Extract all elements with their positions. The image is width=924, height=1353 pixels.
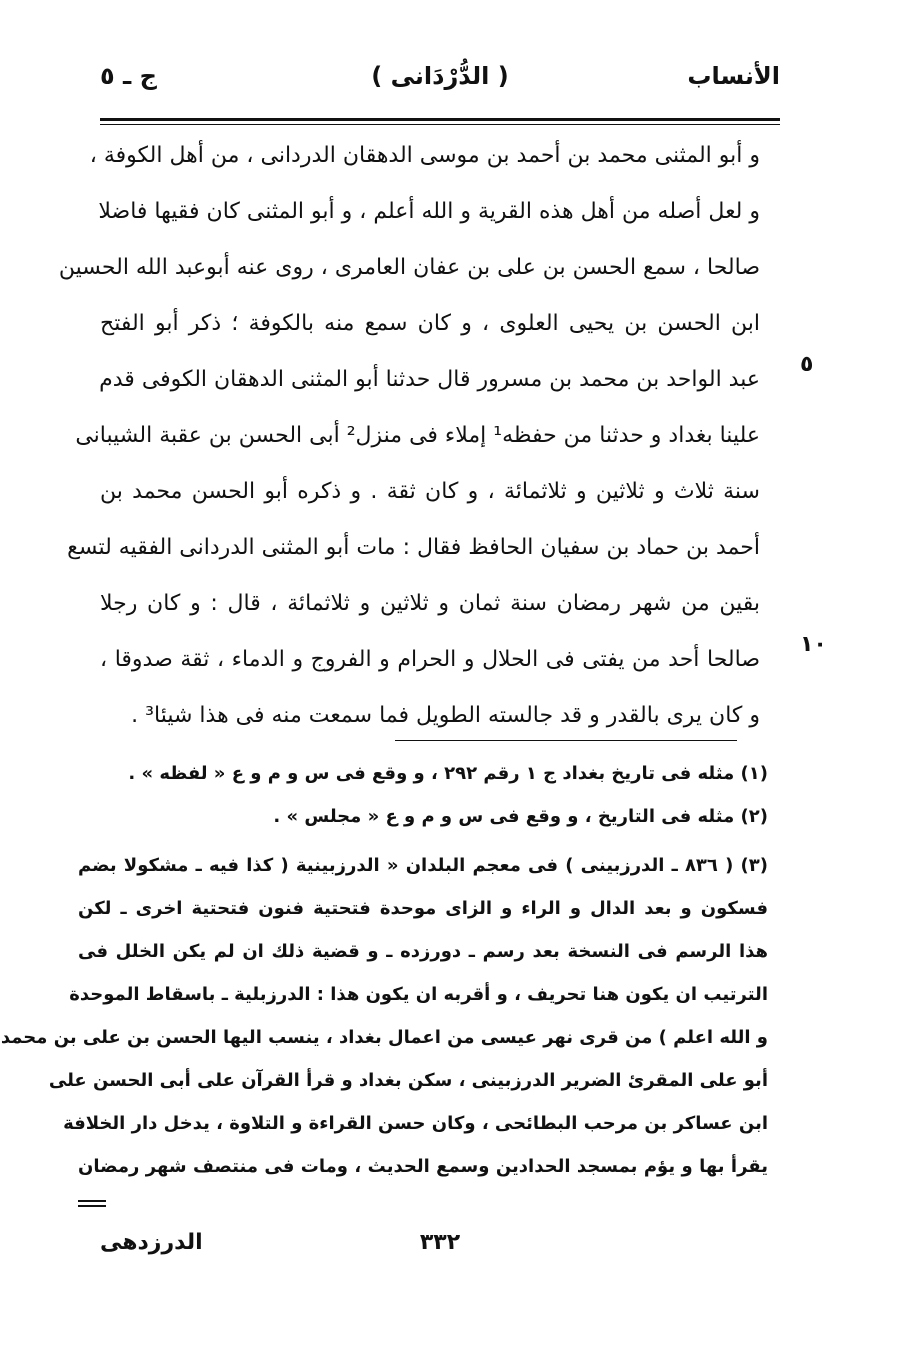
footnote-3-line: ابن عساكر بن مرحب البطائحى ، وكان حسن القراءة و التلاوة ، يدخل دار الخلافة [63,1113,768,1134]
footnotes [0,752,768,1188]
text-line: و أبو المثنى محمد بن أحمد بن موسى الدهقان الدردانى ، من أهل الكوفة ، [89,143,760,168]
footnote-rule [395,740,737,741]
text-line: صالحا ، سمع الحسن بن على بن عفان العامرى ، روى عنه أبوعبد الله الحسين [58,255,760,280]
volume-number: ج ـ ٥ [100,62,157,90]
page-footer [100,1230,780,1270]
line-number-5: ٥ [800,352,814,377]
header-rule-thin [100,124,780,125]
text-line: ابن الحسن بن يحيى العلوى ، و كان سمع منه بالكوفة ؛ ذكر أبو الفتح [100,311,760,336]
footnote-2: (٢) مثله فى التاريخ ، و وقع فى س و م و ع « مجلس » . [273,806,768,827]
text-line: عبد الواحد بن محمد بن مسرور قال حدثنا أبو المثنى الدهقان الكوفى قدم [99,367,760,392]
text-line: و لعل أصله من أهل هذه القرية و الله أعلم ، و أبو المثنى كان فقيها فاضلا [98,199,760,224]
footnote-1: (١) مثله فى تاريخ بغداد ج ١ رقم ٢٩٢ ، و وقع فى س و م و ع « لفظه » . [128,763,768,784]
text-line: صالحا أحد من يفتى فى الحلال و الحرام و الفروج و الدماء ، ثقة صدوقا ، [100,647,760,672]
text-line: بقين من شهر رمضان سنة ثمان و ثلاثين و ثلاثمائة ، قال : و كان رجلا [100,591,760,616]
text-line: أحمد بن حماد بن سفيان الحافظ فقال : مات أبو المثنى الدردانى الفقيه لتسع [67,535,760,560]
footnote-3-line: فسكون و بعد الدال و الراء و الزاى موحدة فتحتية فنون فتحتية اخرى ـ لكن [78,898,768,919]
footnote-3-line: أبو على المقرئ الضرير الدرزبينى ، سكن بغداد و قرأ القرآن على أبى الحسن على [48,1070,768,1091]
main-text [58,128,760,744]
line-number-10: ١٠ [800,632,827,657]
entry-title: ( الدُّرْدَانى ) [371,62,509,90]
page-number: ٣٣٢ [419,1230,461,1255]
footnote-3-line: (٣) ( ٨٣٦ ـ الدرزبينى ) فى معجم البلدان « الدرزبينية ( كذا فيه ـ مشكولا بضم [78,855,768,876]
text-line: و كان يرى بالقدر و قد جالسته الطويل فما سمعت منه فى هذا شيئا³ . [131,703,760,728]
catchword: الدرزدهى [100,1230,203,1255]
footnote-3-line: يقرأ بها و يؤم بمسجد الحدادين وسمع الحديث ، ومات فى منتصف شهر رمضان [78,1156,768,1177]
text-line: علينا بغداد و حدثنا من حفظه¹ إملاء فى منزل² أبى الحسن بن عقبة الشيبانى [75,423,760,448]
footnote-3-line: و الله اعلم ) من قرى نهر عيسى من اعمال بغداد ، ينسب اليها الحسن بن على بن محمد [0,1027,768,1048]
continuation-mark [78,1200,106,1207]
book-title: الأنساب [687,62,780,90]
footnote-3-line: الترتيب ان يكون هنا تحريف ، و أقربه ان يكون هذا : الدرزبلية ـ باسقاط الموحدة [69,984,768,1005]
text-line: سنة ثلاث و ثلاثين و ثلاثمائة ، و كان ثقة . و ذكره أبو الحسن محمد بن [100,479,760,504]
header-rule-thick [100,118,780,121]
running-header [100,62,780,102]
footnote-3-line: هذا الرسم فى النسخة بعد رسم ـ دورزده ـ و قضية ذلك ان لم يكن الخلل فى [78,941,768,962]
